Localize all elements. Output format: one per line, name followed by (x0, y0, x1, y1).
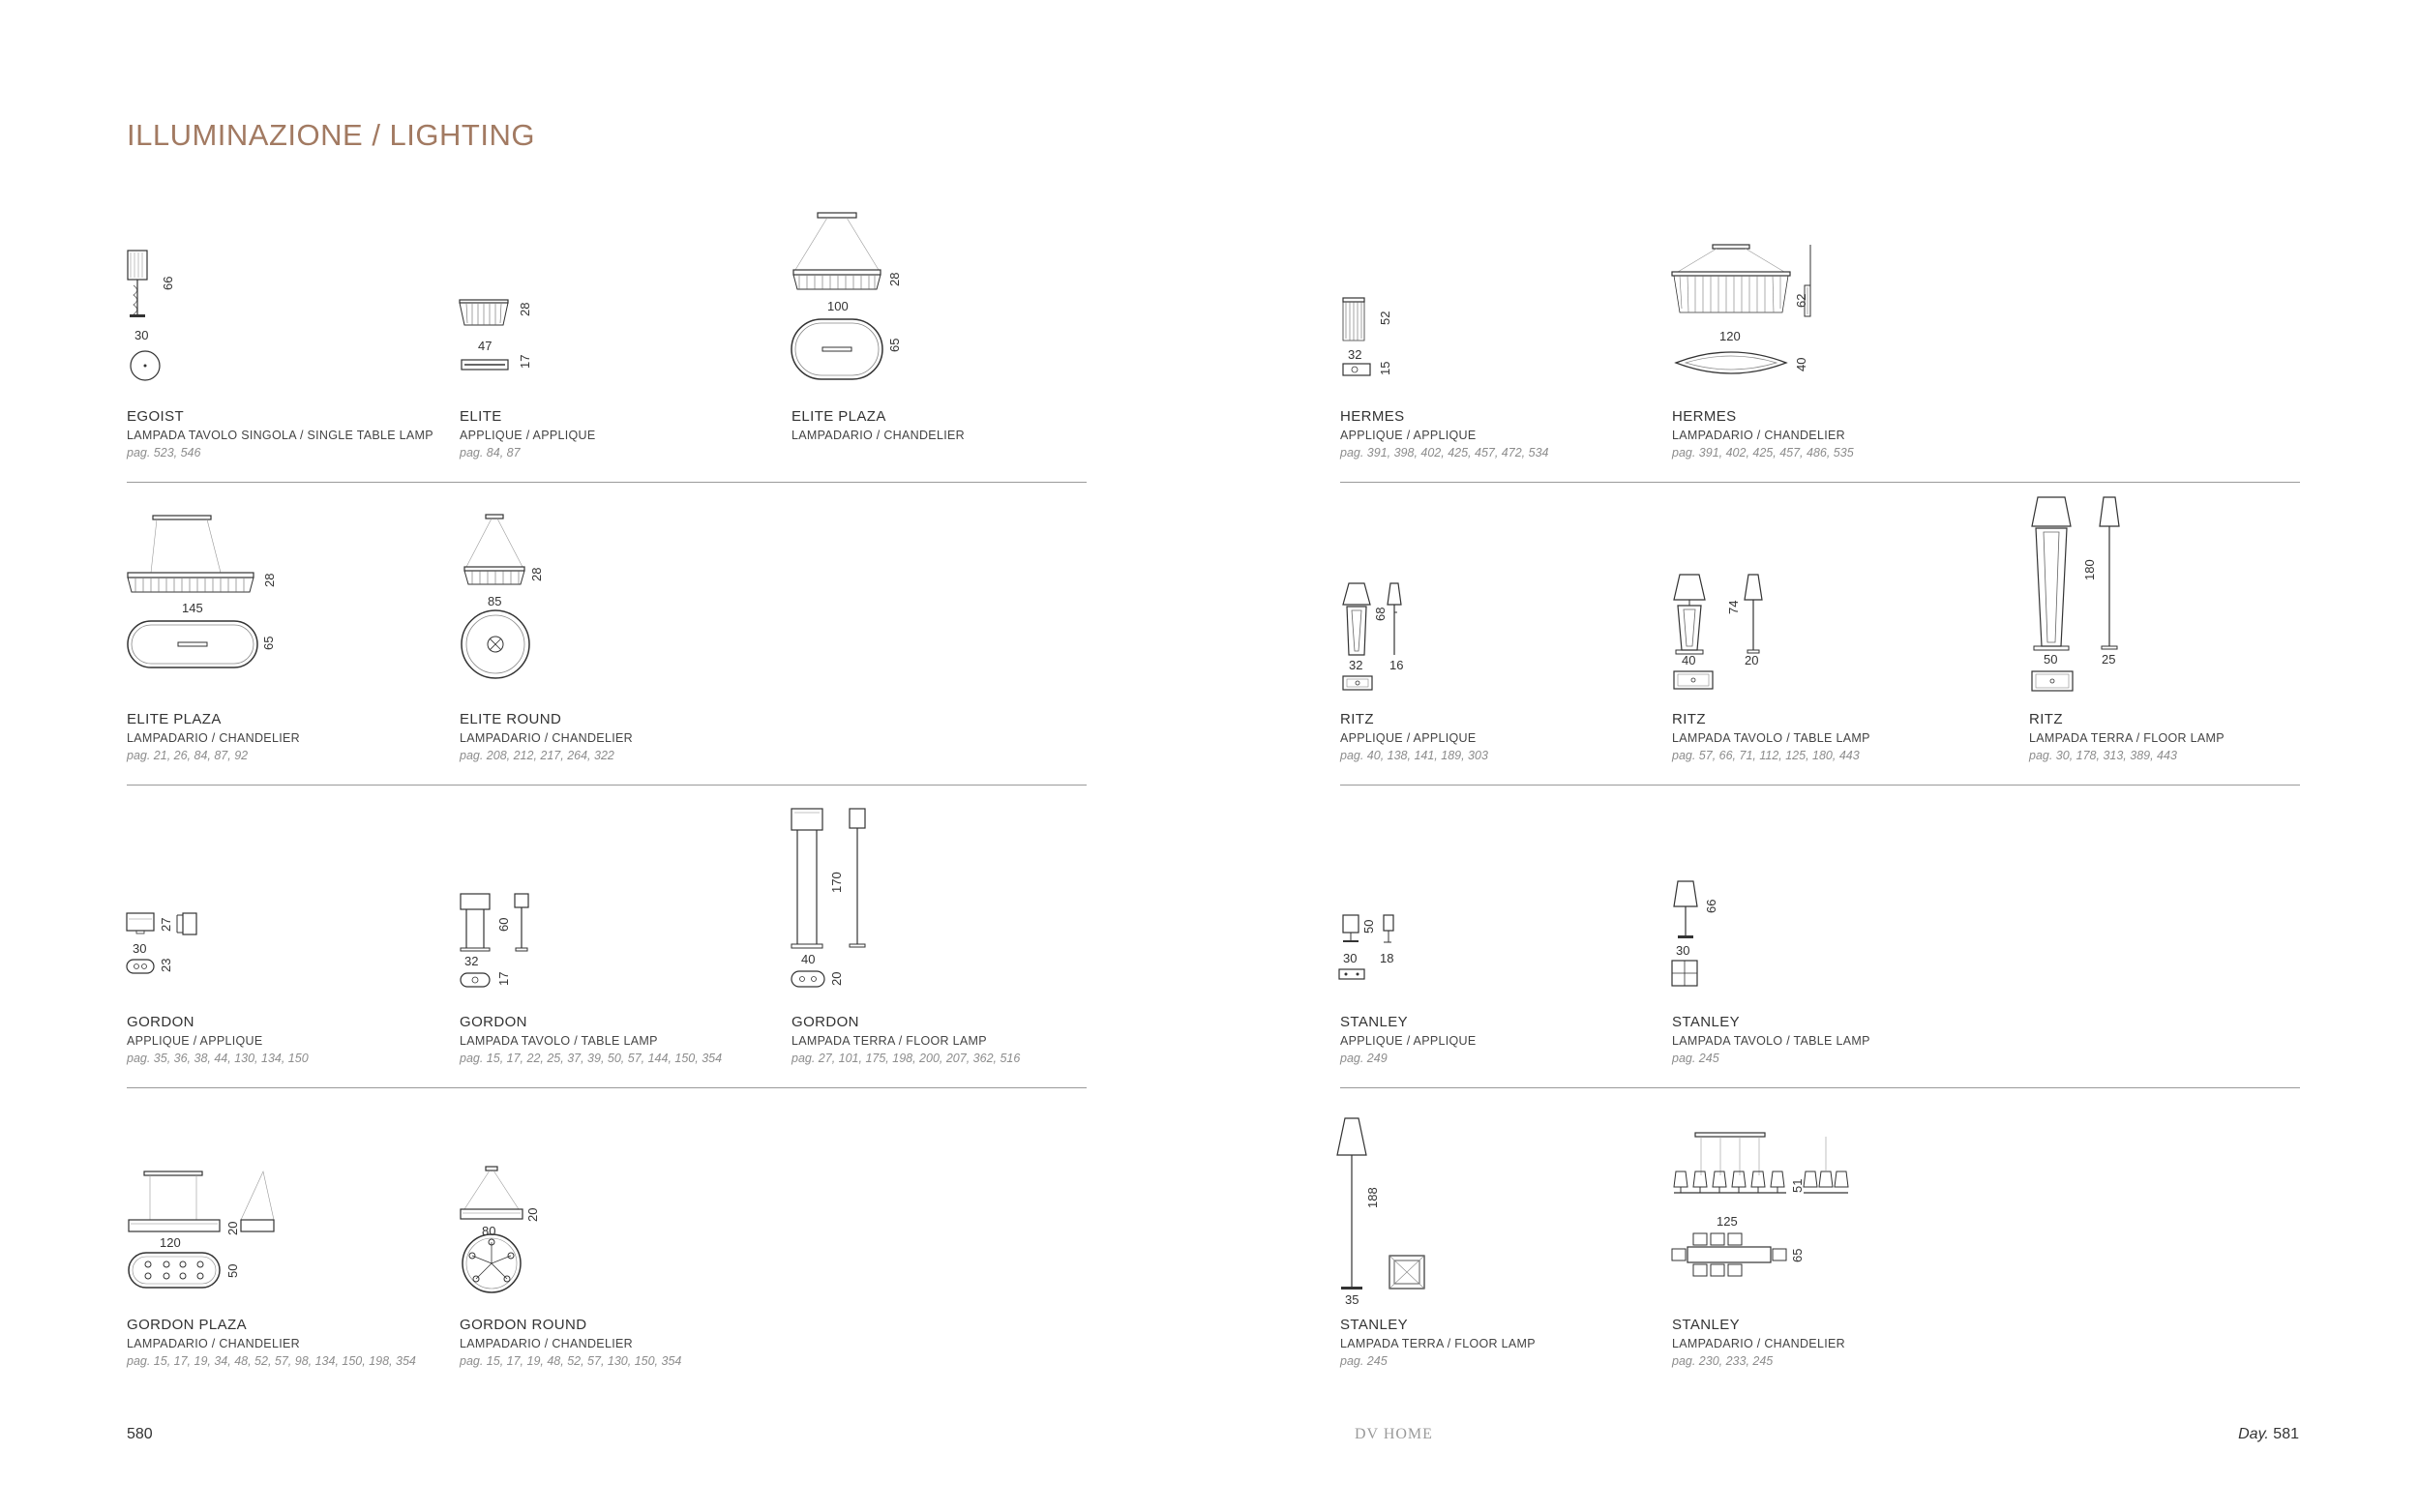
product-name: GORDON ROUND (460, 1317, 587, 1333)
dim-label: 30 (1343, 951, 1358, 965)
product-pages: pag. 249 (1340, 1052, 1388, 1065)
dim-label: 66 (161, 276, 175, 290)
dim-label: 30 (134, 328, 149, 342)
product-desc: APPLIQUE / APPLIQUE (127, 1034, 263, 1048)
product-pages: pag. 27, 101, 175, 198, 200, 207, 362, 516 (791, 1052, 1021, 1065)
dim-label: 51 (1790, 1178, 1805, 1193)
dim-label: 68 (1373, 607, 1388, 621)
page-number: 581 (2273, 1426, 2299, 1442)
dim-label: 40 (1682, 653, 1696, 667)
product-ritz-floor-lamp (2029, 711, 2225, 762)
hermes-applique-drawing (1335, 290, 1413, 387)
dim-label: 50 (2044, 652, 2058, 667)
product-egoist (127, 408, 433, 460)
dim-label: 28 (518, 302, 532, 316)
dim-label: 66 (1704, 899, 1718, 913)
product-desc: LAMPADA TAVOLO SINGOLA / SINGLE TABLE LAMP (127, 429, 433, 442)
product-name: HERMES (1672, 408, 1737, 425)
product-gordon-applique (127, 1014, 309, 1065)
product-desc: LAMPADA TAVOLO / TABLE LAMP (460, 1034, 658, 1048)
dim-label: 20 (225, 1221, 240, 1235)
elite-round-chandelier-drawing (455, 511, 561, 685)
product-desc: LAMPADARIO / CHANDELIER (1672, 429, 1845, 442)
product-pages: pag. 84, 87 (460, 446, 521, 460)
product-elite-plaza (791, 408, 965, 442)
elite-applique-drawing (455, 290, 552, 387)
row-divider (127, 482, 1087, 483)
row-divider (1340, 482, 2300, 483)
product-name: RITZ (1672, 711, 1706, 727)
product-name: STANLEY (1340, 1317, 1409, 1333)
product-pages: pag. 30, 178, 313, 389, 443 (2029, 749, 2177, 762)
product-pages: pag. 40, 138, 141, 189, 303 (1340, 749, 1488, 762)
product-pages: pag. 15, 17, 19, 34, 48, 52, 57, 98, 134, 150, 198, 354 (127, 1354, 416, 1368)
product-name: ELITE PLAZA (127, 711, 222, 727)
product-name: RITZ (1340, 711, 1374, 727)
product-name: ELITE PLAZA (791, 408, 886, 425)
product-name: GORDON (460, 1014, 527, 1030)
product-desc: LAMPADARIO / CHANDELIER (460, 731, 633, 745)
row-divider (1340, 785, 2300, 786)
product-pages: pag. 35, 36, 38, 44, 130, 134, 150 (127, 1052, 309, 1065)
product-pages: pag. 15, 17, 22, 25, 37, 39, 50, 57, 144, 150, 354 (460, 1052, 723, 1065)
dim-label: 23 (159, 958, 173, 972)
product-pages: pag. 57, 66, 71, 112, 125, 180, 443 (1672, 749, 1860, 762)
product-desc: LAMPADA TERRA / FLOOR LAMP (791, 1034, 987, 1048)
dim-label: 27 (159, 917, 173, 932)
product-stanley-floor-lamp (1340, 1317, 1536, 1368)
product-pages: pag. 391, 398, 402, 425, 457, 472, 534 (1340, 446, 1549, 460)
row-divider (1340, 1087, 2300, 1088)
product-elite (460, 408, 595, 460)
dim-label: 35 (1345, 1292, 1359, 1307)
dim-label: 32 (464, 954, 479, 968)
dim-label: 17 (496, 971, 511, 986)
gordon-floor-lamp-drawing (786, 803, 892, 996)
page-number-right (2238, 1426, 2299, 1443)
dim-label: 120 (1719, 329, 1741, 343)
dim-label: 65 (1790, 1248, 1805, 1262)
dim-label: 30 (133, 941, 147, 956)
product-elite-plaza-2 (127, 711, 300, 762)
dim-label: 80 (482, 1224, 496, 1238)
dim-label: 188 (1365, 1187, 1380, 1208)
hermes-chandelier-drawing (1666, 237, 1850, 382)
dim-label: 120 (160, 1235, 181, 1250)
product-name: GORDON PLAZA (127, 1317, 247, 1333)
product-desc: LAMPADARIO / CHANDELIER (460, 1337, 633, 1350)
product-desc: APPLIQUE / APPLIQUE (460, 429, 596, 442)
gordon-round-chandelier-drawing (455, 1161, 552, 1296)
dim-label: 74 (1726, 600, 1741, 614)
product-pages: pag. 523, 546 (127, 446, 201, 460)
dim-label: 125 (1717, 1214, 1738, 1229)
stanley-floor-lamp-drawing (1333, 1112, 1440, 1306)
page-title: ILLUMINAZIONE / LIGHTING (127, 118, 535, 152)
dim-label: 20 (1745, 653, 1759, 667)
product-hermes-chandelier (1672, 408, 1854, 460)
product-ritz-table-lamp (1672, 711, 1870, 762)
dim-label: 50 (225, 1263, 240, 1278)
product-name: RITZ (2029, 711, 2063, 727)
stanley-table-lamp-drawing (1666, 875, 1753, 996)
product-name: STANLEY (1340, 1014, 1409, 1030)
page-prefix: Day. (2238, 1426, 2269, 1442)
dim-label: 85 (488, 594, 502, 608)
dim-label: 47 (478, 339, 493, 353)
product-pages: pag. 391, 402, 425, 457, 486, 535 (1672, 446, 1854, 460)
dim-label: 50 (1361, 919, 1376, 934)
product-gordon-table-lamp (460, 1014, 722, 1065)
product-gordon-round (460, 1317, 681, 1368)
egoist-table-lamp-drawing (121, 247, 189, 392)
dim-label: 28 (529, 567, 544, 581)
product-pages: pag. 245 (1672, 1052, 1719, 1065)
product-stanley-chandelier (1672, 1317, 1845, 1368)
product-desc: APPLIQUE / APPLIQUE (1340, 429, 1477, 442)
brand-logo: DV HOME (1355, 1426, 1433, 1442)
product-gordon-floor-lamp (791, 1014, 1020, 1065)
dim-label: 65 (261, 636, 276, 650)
product-name: STANLEY (1672, 1317, 1741, 1333)
product-pages: pag. 230, 233, 245 (1672, 1354, 1774, 1368)
product-elite-round (460, 711, 633, 762)
row-divider (127, 1087, 1087, 1088)
ritz-table-lamp-drawing (1666, 569, 1782, 695)
dim-label: 40 (801, 952, 816, 966)
product-pages: pag. 21, 26, 84, 87, 92 (127, 749, 249, 762)
product-name: ELITE (460, 408, 502, 425)
dim-label: 180 (2082, 559, 2097, 580)
gordon-table-lamp-drawing (455, 888, 561, 994)
dim-label: 52 (1378, 311, 1392, 325)
dim-label: 28 (887, 272, 902, 286)
dim-label: 20 (829, 971, 844, 986)
dim-label: 60 (496, 917, 511, 932)
dim-label: 25 (2102, 652, 2116, 667)
product-name: GORDON (791, 1014, 859, 1030)
dim-label: 170 (829, 872, 844, 893)
product-name: HERMES (1340, 408, 1405, 425)
product-desc: LAMPADARIO / CHANDELIER (127, 1337, 300, 1350)
dim-label: 17 (518, 354, 532, 369)
product-name: EGOIST (127, 408, 185, 425)
product-desc: LAMPADARIO / CHANDELIER (791, 429, 965, 442)
dim-label: 18 (1380, 951, 1394, 965)
ritz-applique-drawing (1335, 576, 1432, 697)
product-desc: LAMPADA TAVOLO / TABLE LAMP (1672, 731, 1870, 745)
product-name: GORDON (127, 1014, 194, 1030)
dim-label: 40 (1794, 357, 1808, 371)
dim-label: 20 (525, 1207, 540, 1222)
product-desc: LAMPADARIO / CHANDELIER (1672, 1337, 1845, 1350)
product-pages: pag. 208, 212, 217, 264, 322 (460, 749, 614, 762)
elite-plaza-chandelier-drawing (124, 511, 288, 670)
product-name: ELITE ROUND (460, 711, 562, 727)
product-desc: LAMPADARIO / CHANDELIER (127, 731, 300, 745)
product-desc: APPLIQUE / APPLIQUE (1340, 1034, 1477, 1048)
product-desc: LAMPADA TERRA / FLOOR LAMP (2029, 731, 2225, 745)
product-hermes-applique (1340, 408, 1548, 460)
dim-label: 32 (1348, 347, 1362, 362)
dim-label: 16 (1389, 658, 1404, 672)
product-stanley-table-lamp (1672, 1014, 1870, 1065)
product-stanley-applique (1340, 1014, 1476, 1065)
product-pages: pag. 15, 17, 19, 48, 52, 57, 130, 150, 354 (460, 1354, 682, 1368)
dim-label: 145 (182, 601, 203, 615)
dim-label: 32 (1349, 658, 1363, 672)
dim-label: 100 (827, 299, 849, 313)
stanley-applique-drawing (1335, 909, 1422, 987)
dim-label: 62 (1794, 293, 1808, 308)
product-pages: pag. 245 (1340, 1354, 1388, 1368)
dim-label: 15 (1378, 361, 1392, 375)
product-desc: LAMPADA TERRA / FLOOR LAMP (1340, 1337, 1536, 1350)
product-ritz-applique (1340, 711, 1488, 762)
dim-label: 30 (1676, 943, 1690, 958)
dim-label: 65 (887, 338, 902, 352)
dim-label: 28 (262, 573, 277, 587)
product-name: STANLEY (1672, 1014, 1741, 1030)
row-divider (127, 785, 1087, 786)
ritz-floor-lamp-drawing (2024, 493, 2150, 697)
elite-plaza-chandelier-drawing (784, 208, 910, 392)
product-desc: LAMPADA TAVOLO / TABLE LAMP (1672, 1034, 1870, 1048)
product-gordon-plaza (127, 1317, 416, 1368)
gordon-applique-drawing (123, 907, 220, 985)
gordon-plaza-chandelier-drawing (123, 1166, 297, 1291)
product-desc: APPLIQUE / APPLIQUE (1340, 731, 1477, 745)
page-number-left: 580 (127, 1426, 153, 1442)
stanley-chandelier-drawing (1666, 1127, 1860, 1301)
